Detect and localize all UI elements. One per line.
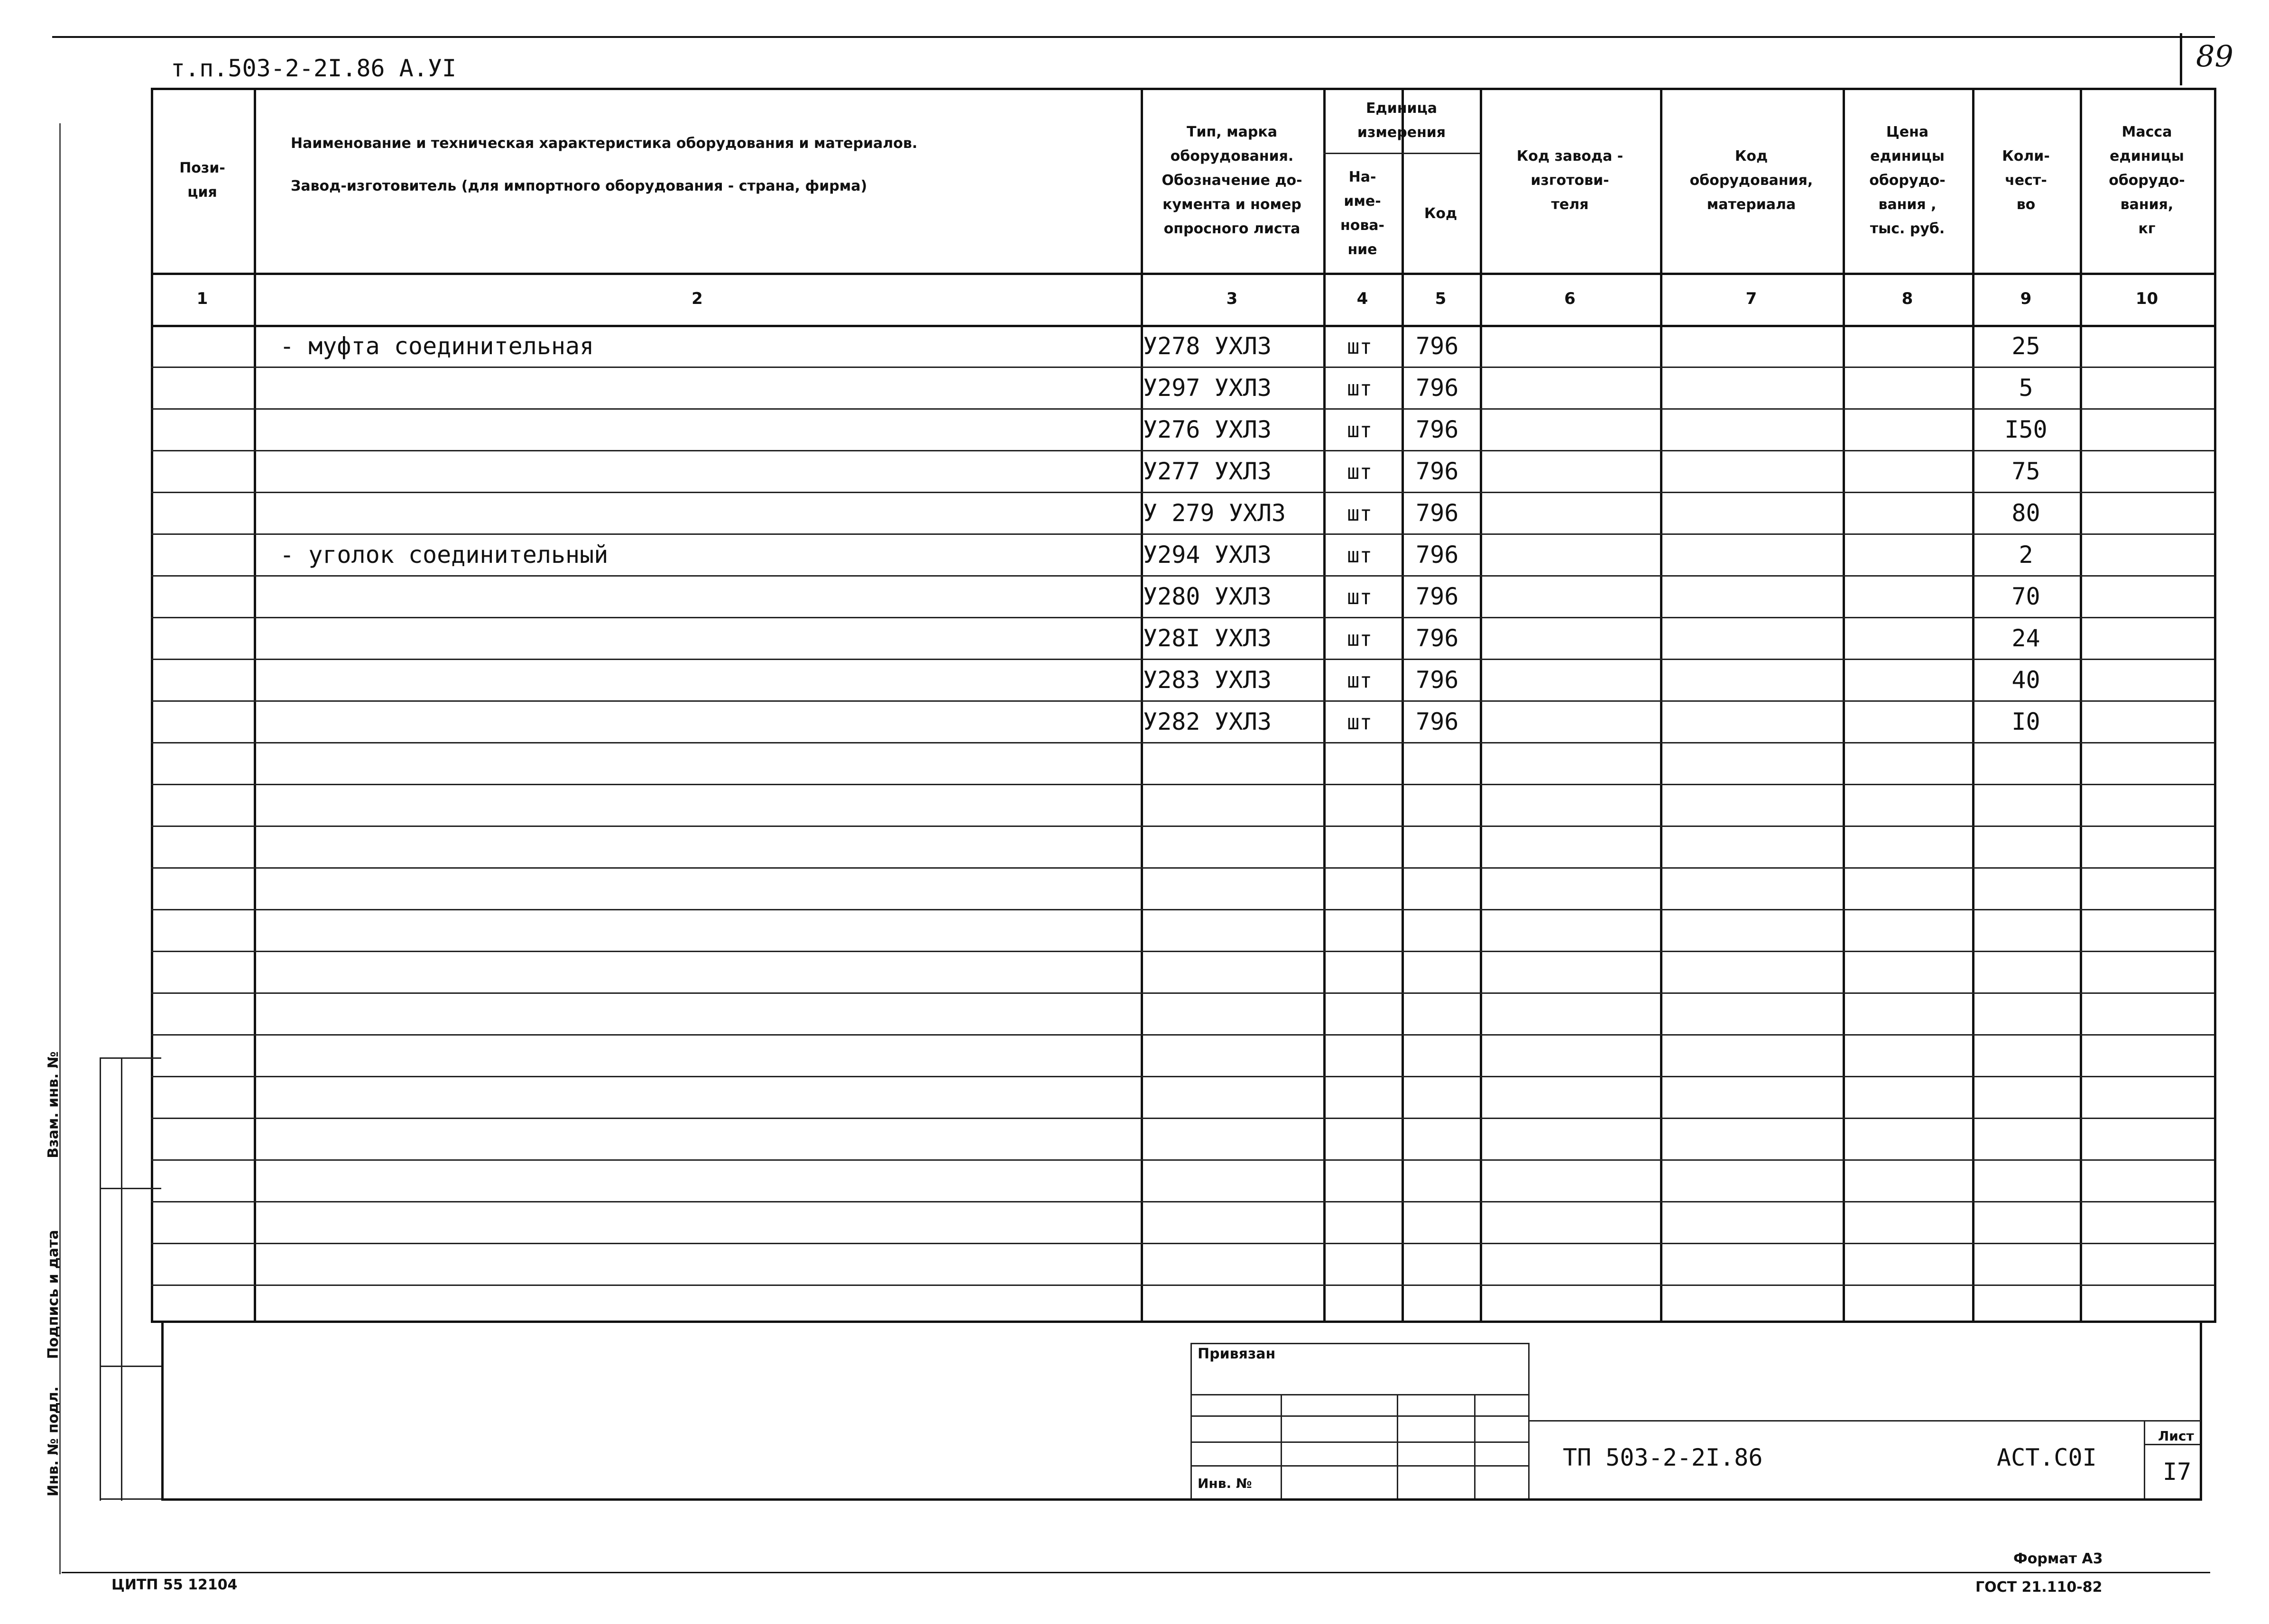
- privyazan-label: Привязан: [1198, 1346, 1276, 1362]
- row-line: [151, 992, 2214, 994]
- column-header-4: На- име- нова- ние: [1340, 169, 1385, 258]
- row-qty: 75: [2011, 458, 2040, 485]
- column-header-6: Код завода - изготови- теля: [1516, 147, 1623, 213]
- row-qty: 2: [2019, 541, 2033, 569]
- row-line: [151, 909, 2214, 910]
- row-line: [151, 450, 2214, 451]
- row-line: [151, 784, 2214, 785]
- row-type: У276 УХЛ3: [1143, 416, 1272, 443]
- row-line: [151, 1159, 2214, 1161]
- titleblock-right-line: [2200, 1321, 2202, 1501]
- column-number-8: 8: [1901, 289, 1913, 308]
- privyazan-left: [1190, 1343, 1192, 1498]
- row-line: [151, 1034, 2214, 1036]
- column-number-4: 4: [1356, 289, 1368, 308]
- vzam-inv-label: Взам. инв. №: [45, 1051, 62, 1158]
- row-qty: 70: [2011, 583, 2040, 610]
- row-line: [151, 408, 2214, 410]
- column-header-7: Код оборудования, материала: [1689, 147, 1813, 213]
- row-line: [151, 1285, 2214, 1286]
- sheet-code: АСТ.С0I: [1997, 1444, 2097, 1471]
- header-code: т.п.503-2-2I.86 А.УI: [171, 55, 457, 82]
- row-line: [151, 742, 2214, 743]
- row-code: 796: [1416, 624, 1459, 652]
- row-type: У297 УХЛ3: [1143, 374, 1272, 402]
- row-code: 796: [1416, 458, 1459, 485]
- row-name: - муфта соединительная: [280, 332, 594, 360]
- column-header-8: Цена единицы оборудо- вания , тыс. руб.: [1869, 123, 1946, 237]
- row-unit: шт: [1347, 502, 1372, 526]
- row-qty: 5: [2019, 374, 2033, 402]
- footer-gost: ГОСТ 21.110-82: [1975, 1579, 2103, 1596]
- row-type: У280 УХЛ3: [1143, 583, 1272, 610]
- stamp-top: [1528, 1420, 2201, 1422]
- row-unit: шт: [1347, 376, 1372, 401]
- privyazan-row: [1190, 1415, 1530, 1417]
- top-border: [52, 36, 2215, 38]
- side-stamp-split: [100, 1366, 161, 1367]
- column-number-5: 5: [1435, 289, 1447, 308]
- side-stamp-split: [100, 1498, 161, 1500]
- column-header-9: Коли- чест- во: [2002, 147, 2050, 213]
- row-line: [151, 533, 2214, 535]
- row-unit: шт: [1347, 710, 1372, 734]
- list-box-left: [2144, 1420, 2145, 1498]
- list-box-split: [2144, 1444, 2200, 1445]
- row-line: [151, 1076, 2214, 1077]
- row-code: 796: [1416, 666, 1459, 694]
- privyazan-top: [1190, 1343, 1530, 1344]
- row-line: [151, 1118, 2214, 1119]
- privyazan-col: [1474, 1394, 1476, 1498]
- row-line: [151, 826, 2214, 827]
- privyazan-col: [1281, 1394, 1282, 1498]
- row-qty: I50: [2004, 416, 2048, 443]
- list-label: Лист: [2158, 1428, 2194, 1444]
- row-type: У282 УХЛ3: [1143, 708, 1272, 735]
- row-qty: I0: [2011, 708, 2040, 735]
- column-header-5: Код: [1424, 205, 1457, 222]
- row-line: [151, 1201, 2214, 1202]
- column-number-9: 9: [2020, 289, 2032, 308]
- column-header-2: Наименование и техническая характеристика оборудования и материалов. Завод-изготовитель (для импортного оборудования - страна, фирма): [291, 135, 918, 194]
- row-unit: шт: [1347, 585, 1372, 609]
- row-unit: шт: [1347, 669, 1372, 693]
- row-qty: 24: [2011, 624, 2040, 652]
- row-line: [151, 492, 2214, 493]
- row-unit: шт: [1347, 627, 1372, 651]
- side-stamp-split: [100, 1188, 161, 1189]
- column-number-10: 10: [2135, 289, 2158, 308]
- column-header-3: Тип, марка оборудования. Обозначение до- кумента и номер опросного листа: [1162, 123, 1302, 237]
- column-header-1: Пози- ция: [179, 160, 225, 201]
- row-code: 796: [1416, 541, 1459, 569]
- privyazan-row: [1190, 1394, 1530, 1395]
- row-code: 796: [1416, 708, 1459, 735]
- column-header-10: Масса единицы оборудо- вания, кг: [2109, 123, 2185, 237]
- side-stamp-left: [100, 1057, 101, 1501]
- titleblock-bottom-line: [164, 1498, 2201, 1501]
- row-code: 796: [1416, 374, 1459, 402]
- titleblock-left-line: [161, 1321, 164, 1501]
- inv-podl-label: Инв. № подл.: [45, 1386, 62, 1497]
- row-unit: шт: [1347, 543, 1372, 568]
- column-number-3: 3: [1226, 289, 1238, 308]
- column-number-1: 1: [196, 289, 208, 308]
- privyazan-row: [1190, 1465, 1530, 1467]
- row-line: [151, 617, 2214, 618]
- side-stamp-inner: [121, 1057, 122, 1501]
- row-line: [151, 367, 2214, 368]
- row-name: - уголок соединительный: [280, 541, 609, 569]
- unit-group-title: Единица измерения: [1357, 100, 1446, 141]
- row-type: У 279 УХЛ3: [1143, 499, 1286, 527]
- colnum-bottom-line: [151, 325, 2214, 327]
- row-line: [151, 575, 2214, 577]
- footer-format: Формат А3: [2013, 1551, 2103, 1567]
- row-qty: 25: [2011, 332, 2040, 360]
- column-number-2: 2: [692, 289, 703, 308]
- doc-code: ТП 503-2-2I.86: [1563, 1444, 1763, 1471]
- row-line: [151, 659, 2214, 660]
- row-code: 796: [1416, 332, 1459, 360]
- bottom-border: [62, 1572, 2210, 1573]
- row-unit: шт: [1347, 335, 1372, 359]
- row-qty: 80: [2011, 499, 2040, 527]
- row-unit: шт: [1347, 418, 1372, 442]
- row-code: 796: [1416, 416, 1459, 443]
- row-code: 796: [1416, 499, 1459, 527]
- inv-no-label: Инв. №: [1198, 1476, 1252, 1491]
- row-qty: 40: [2011, 666, 2040, 694]
- column-number-7: 7: [1745, 289, 1757, 308]
- row-line: [151, 700, 2214, 702]
- privyazan-row: [1190, 1441, 1530, 1443]
- row-type: У294 УХЛ3: [1143, 541, 1272, 569]
- row-line: [151, 867, 2214, 869]
- podpis-data-label: Подпись и дата: [45, 1229, 62, 1359]
- column-number-6: 6: [1564, 289, 1576, 308]
- row-code: 796: [1416, 583, 1459, 610]
- page-number-box-left: [2180, 33, 2182, 85]
- row-type: У28I УХЛ3: [1143, 624, 1272, 652]
- side-stamp-split: [100, 1057, 161, 1059]
- row-line: [151, 1243, 2214, 1244]
- column-line: [2214, 88, 2216, 1323]
- row-type: У283 УХЛ3: [1143, 666, 1272, 694]
- page-number: 89: [2196, 39, 2233, 73]
- row-line: [151, 951, 2214, 952]
- footer-left: ЦИТП 55 12104: [111, 1577, 238, 1593]
- row-type: У277 УХЛ3: [1143, 458, 1272, 485]
- row-type: У278 УХЛ3: [1143, 332, 1272, 360]
- body-bottom-line: [151, 1321, 2214, 1323]
- row-unit: шт: [1347, 460, 1372, 484]
- list-number: I7: [2163, 1458, 2192, 1486]
- privyazan-col: [1397, 1394, 1398, 1498]
